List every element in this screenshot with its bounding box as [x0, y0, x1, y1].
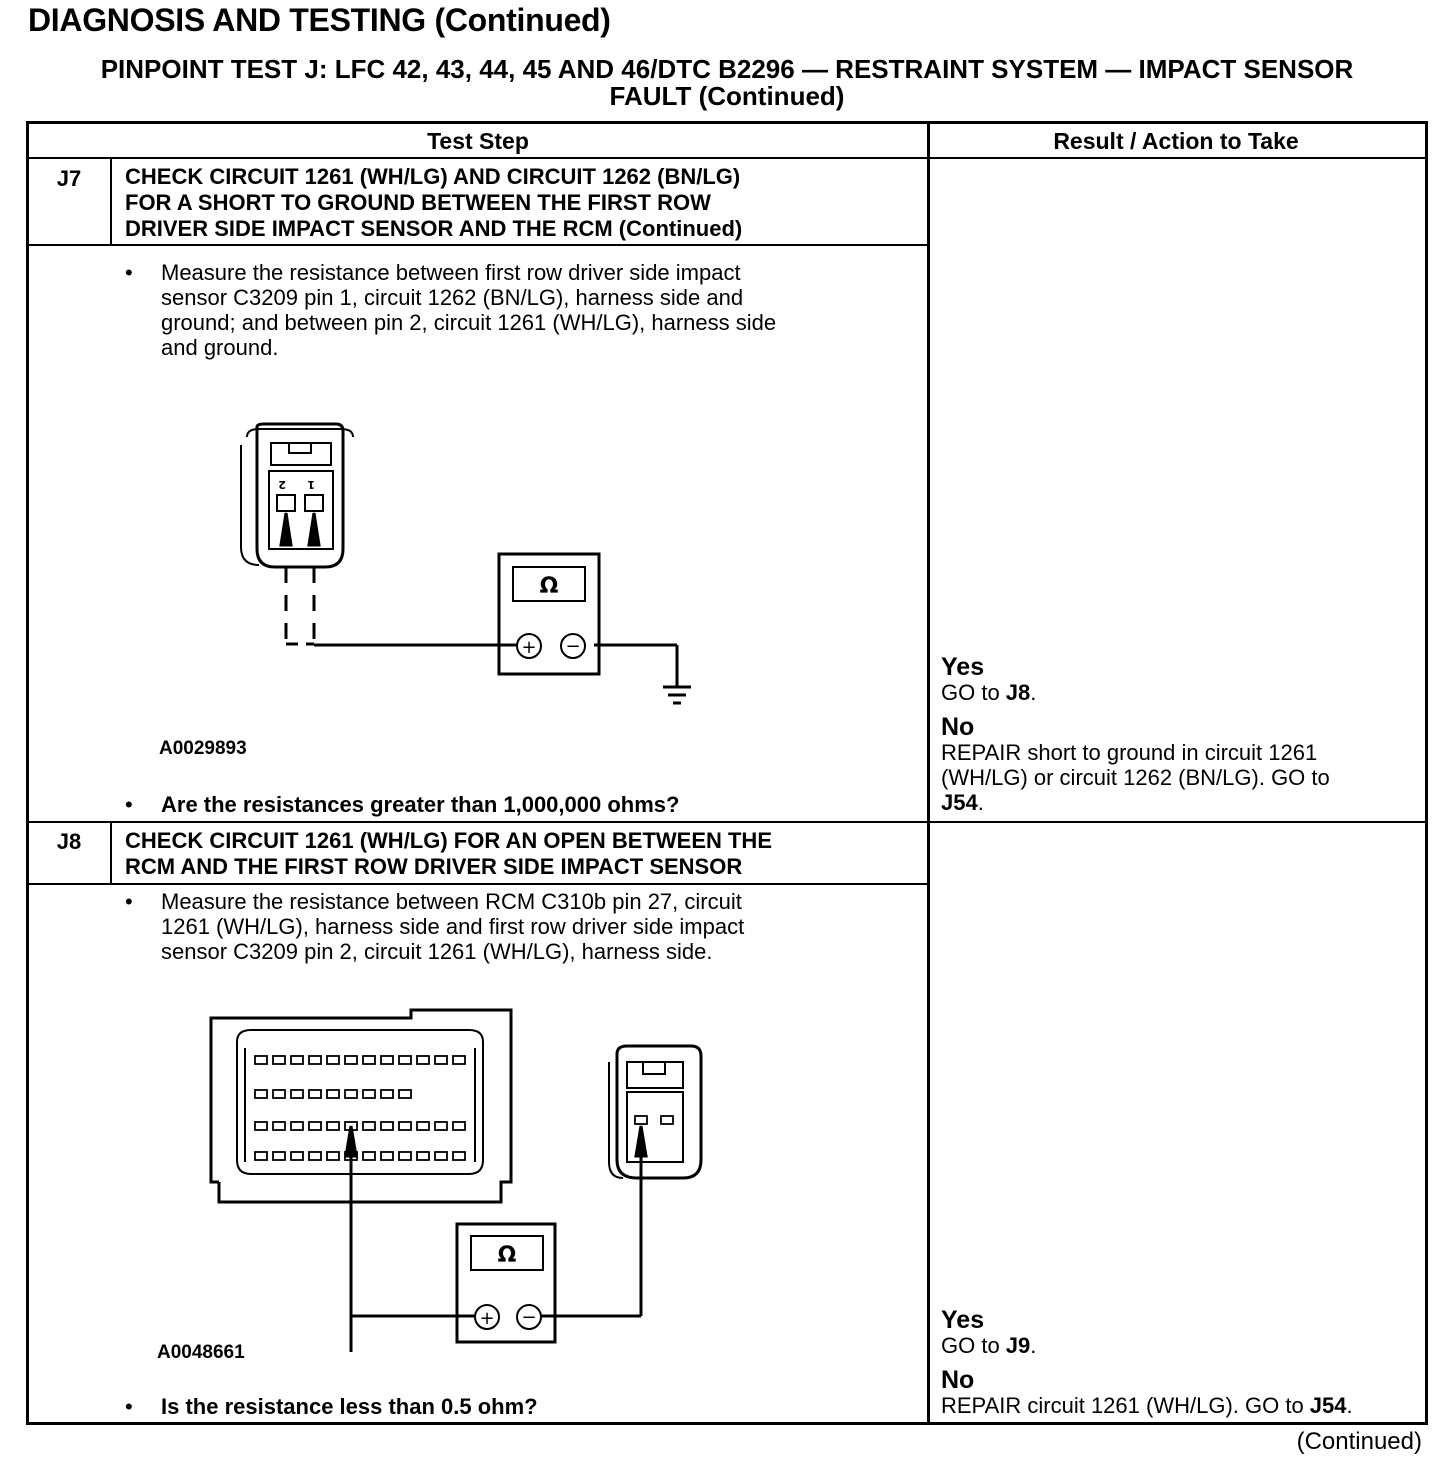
j7-instruction-line: ground; and between pin 2, circuit 1261 (WH/LG), harness side [161, 310, 777, 335]
j7-no-end: . [977, 790, 984, 815]
j8-yes-action [941, 1333, 1421, 1358]
j7-yes-action [941, 680, 1421, 705]
header-test-step: Test Step [427, 128, 529, 154]
j7-no-line: REPAIR short to ground in circuit 1261 [941, 740, 1318, 765]
j7-yes-label: Yes [941, 653, 985, 681]
j7-title-line: CHECK CIRCUIT 1261 (WH/LG) AND CIRCUIT 1262 (BN/LG) [125, 164, 741, 189]
pinpoint-line-2: FAULT (Continued) [609, 81, 845, 111]
j7-no-target: J54 [941, 790, 978, 815]
step-id-j8: J8 [56, 829, 82, 854]
plus-terminal-icon: + [521, 637, 537, 658]
figure-id-j7: A0029893 [159, 738, 247, 759]
j7-wiring-diagram [229, 419, 699, 719]
pinpoint-line-1: PINPOINT TEST J: LFC 42, 43, 44, 45 AND 46/DTC B2296 — RESTRAINT SYSTEM — IMPACT SENSOR [100, 54, 1354, 84]
pin-label-1: 1 [307, 478, 315, 491]
bullet-icon: • [125, 889, 133, 914]
ohmmeter [499, 554, 599, 674]
j8-yes-label: Yes [941, 1306, 985, 1334]
pin-label-2: 2 [278, 478, 286, 491]
j8-no-target: J54 [1309, 1393, 1347, 1418]
rcm-pins [255, 1056, 465, 1160]
page-title: DIAGNOSIS AND TESTING (Continued) [28, 2, 611, 38]
j8-result [941, 1307, 1421, 1418]
ohm-symbol: Ω [497, 1243, 517, 1268]
j7-no-line: (WH/LG) or circuit 1262 (BN/LG). GO to [941, 765, 1330, 790]
minus-terminal-icon: − [565, 636, 581, 657]
plus-terminal-icon: + [479, 1308, 495, 1329]
j8-instruction [161, 889, 901, 964]
header-divider [29, 157, 1425, 159]
j8-id-divider [110, 823, 112, 885]
step-id-j7: J7 [56, 166, 82, 191]
step-title-j8 [125, 828, 905, 880]
step-title-j7 [125, 164, 905, 242]
j7-title-divider [29, 244, 927, 246]
j8-instruction-line: Measure the resistance between RCM C310b pin 27, circuit [161, 889, 742, 914]
header-result-action: Result / Action to Take [1053, 128, 1299, 154]
j8-title-divider [29, 883, 927, 885]
j8-no-label: No [941, 1366, 975, 1394]
j8-wiring-diagram [199, 1002, 719, 1352]
minus-terminal-icon: − [521, 1307, 537, 1328]
impact-sensor-connector [609, 1046, 701, 1178]
rcm-connector [211, 1010, 511, 1202]
j7-question: Are the resistances greater than 1,000,000 ohms? [161, 792, 680, 817]
j7-yes-target: J8 [1005, 680, 1031, 705]
j8-yes-target: J9 [1005, 1333, 1031, 1358]
pinpoint-test-title [30, 56, 1424, 110]
j8-yes-end: . [1030, 1333, 1037, 1358]
j7-instruction-line: Measure the resistance between first row driver side impact [161, 260, 741, 285]
j8-instruction-line: sensor C3209 pin 2, circuit 1261 (WH/LG), harness side. [161, 939, 713, 964]
j8-question: Is the resistance less than 0.5 ohm? [161, 1394, 538, 1419]
j7-instruction [161, 260, 901, 360]
j7-id-divider [110, 159, 112, 245]
j7-yes-text: GO to [941, 680, 1006, 705]
impact-sensor-connector [241, 424, 353, 567]
j7-instruction-line: sensor C3209 pin 1, circuit 1262 (BN/LG), harness side and [161, 285, 744, 310]
ohmmeter [457, 1224, 555, 1342]
j8-no-action [941, 1393, 1421, 1418]
step-divider [29, 821, 1425, 823]
j7-instruction-line: and ground. [161, 335, 279, 360]
j8-yes-text: GO to [941, 1333, 1006, 1358]
j8-title-line: RCM AND THE FIRST ROW DRIVER SIDE IMPACT SENSOR [125, 854, 743, 879]
figure-id-j8: A0048661 [157, 1342, 245, 1363]
continued-footer: (Continued) [1296, 1428, 1422, 1455]
j8-no-end: . [1346, 1393, 1353, 1418]
j8-title-line: CHECK CIRCUIT 1261 (WH/LG) FOR AN OPEN BETWEEN THE [125, 828, 772, 853]
j7-title-line: DRIVER SIDE IMPACT SENSOR AND THE RCM (Continued) [125, 216, 743, 241]
j7-title-line: FOR A SHORT TO GROUND BETWEEN THE FIRST ROW [125, 190, 711, 215]
bullet-icon: • [125, 1394, 133, 1419]
j7-no-label: No [941, 713, 975, 741]
j7-yes-end: . [1030, 680, 1037, 705]
column-divider [927, 124, 930, 1422]
bullet-icon: • [125, 792, 133, 817]
j8-no-text: REPAIR circuit 1261 (WH/LG). GO to [941, 1393, 1310, 1418]
j8-instruction-line: 1261 (WH/LG), harness side and first row driver side impact [161, 914, 745, 939]
pinpoint-test-table [26, 121, 1428, 1425]
ohm-symbol: Ω [539, 574, 559, 599]
j7-no-action [941, 740, 1421, 815]
j7-result [941, 654, 1421, 815]
bullet-icon: • [125, 260, 133, 285]
